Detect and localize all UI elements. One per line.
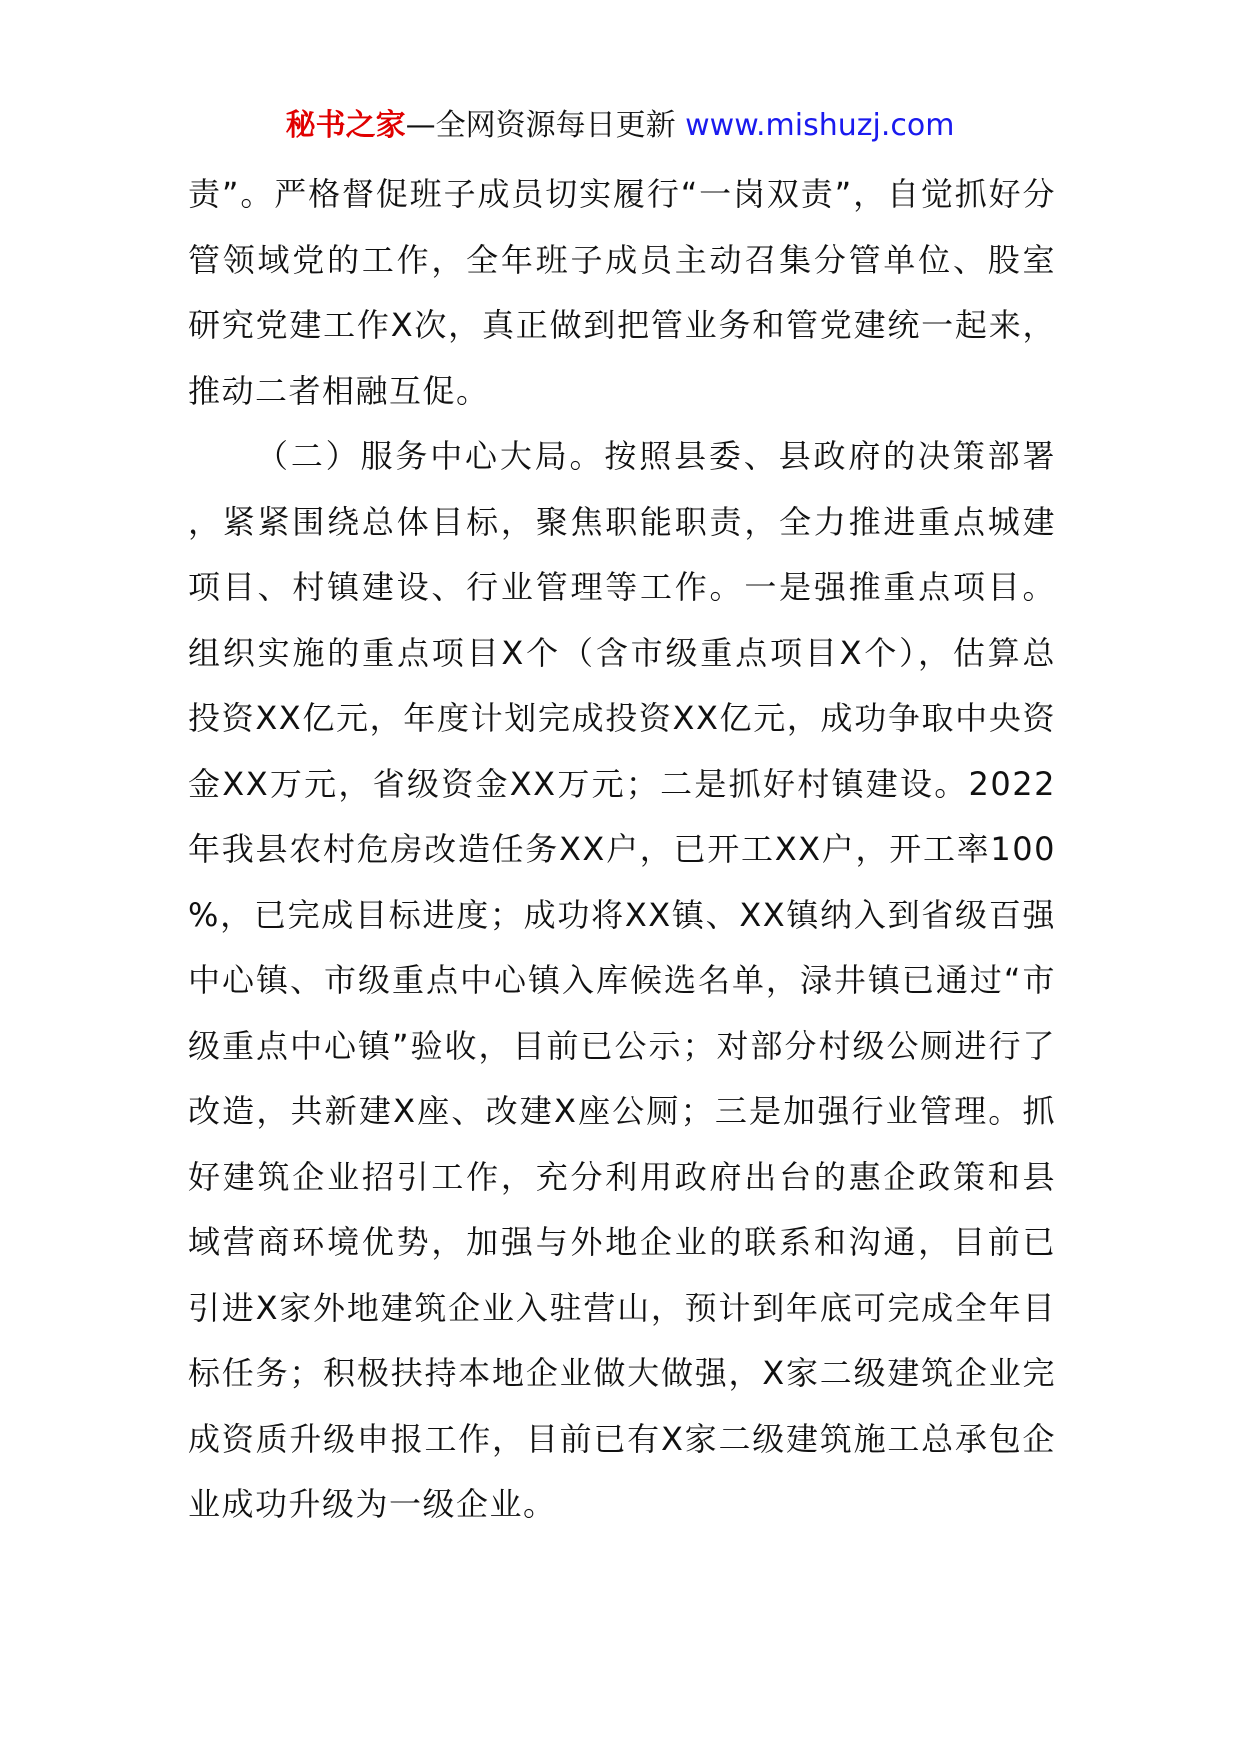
- brand-name: 秘书之家: [285, 108, 406, 143]
- paragraph-service-center: （二）服务中心大局。按照县委、县政府的决策部署，紧紧围绕总体目标，聚焦职能职责，全力推进重点城建项目、村镇建设、行业管理等工作。一是强推重点项目。组织实施的重点项目X个（含市级重点项目X个），估算总投资XX亿元，年度计划完成投资XX亿元，成功争取中央资金XX万元，省级资金XX万元；二是抓好村镇建设。2022年我县农村危房改造任务XX户，已开工XX户，开工率100%，已完成目标进度；成功将XX镇、XX镇纳入到省级百强中心镇、市级重点中心镇入库候选名单，渌井镇已通过“市级重点中心镇”验收，目前已公示；对部分村级公厕进行了改造，共新建X座、改建X座公厕；三是加强行业管理。抓好建筑企业招引工作，充分利用政府出台的惠企政策和县域营商环境优势，加强与外地企业的联系和沟通，目前已引进X家外地建筑企业入驻营山，预计到年底可完成全年目标任务；积极扶持本地企业做大做强，X家二级建筑企业完成资质升级申报工作，目前已有X家二级建筑施工总承包企业成功升级为一级企业。: [188, 437, 1056, 1523]
- header-tagline: —全网资源每日更新: [405, 108, 686, 143]
- page-header: [0, 106, 1240, 146]
- site-url-link[interactable]: www.mishuzj.com: [685, 108, 955, 143]
- document-body: [188, 162, 1056, 1538]
- paragraph-continued: 责”。严格督促班子成员切实履行“一岗双责”，自觉抓好分管领域党的工作，全年班子成员主动召集分管单位、股室研究党建工作X次，真正做到把管业务和管党建统一起来，推动二者相融互促。: [188, 175, 1056, 410]
